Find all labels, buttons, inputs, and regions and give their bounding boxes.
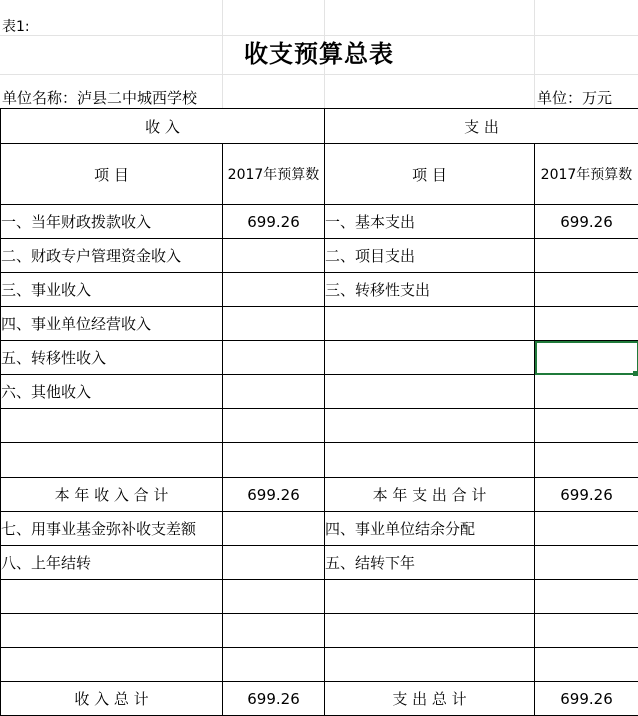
expense-item-cell[interactable] xyxy=(325,614,535,648)
expense-item-cell[interactable]: 支 出 总 计 xyxy=(325,682,535,716)
expense-value-cell[interactable] xyxy=(535,239,638,273)
table-row xyxy=(1,341,638,375)
expense-item-cell[interactable]: 五、结转下年 xyxy=(325,546,535,580)
income-value-cell[interactable] xyxy=(223,546,325,580)
expense-item-cell[interactable]: 二、项目支出 xyxy=(325,239,535,273)
page-title[interactable]: 收支预算总表 xyxy=(244,40,394,68)
budget-table xyxy=(0,108,638,716)
expense-item-cell[interactable] xyxy=(325,375,535,409)
table-row xyxy=(1,273,638,307)
income-value-cell[interactable]: 699.26 xyxy=(223,682,325,716)
expense-item-cell[interactable] xyxy=(325,341,535,375)
income-value-cell[interactable] xyxy=(223,341,325,375)
expense-item-cell[interactable] xyxy=(325,307,535,341)
expense-value-cell[interactable] xyxy=(535,273,638,307)
table-row xyxy=(1,512,638,546)
expense-value-cell[interactable] xyxy=(535,375,638,409)
income-item-cell[interactable]: 二、财政专户管理资金收入 xyxy=(1,239,223,273)
income-item-cell[interactable] xyxy=(1,443,223,478)
income-item-cell[interactable]: 一、当年财政拨款收入 xyxy=(1,205,223,239)
income-item-cell[interactable]: 五、转移性收入 xyxy=(1,341,223,375)
income-item-cell[interactable]: 三、事业收入 xyxy=(1,273,223,307)
income-item-cell[interactable] xyxy=(1,648,223,682)
expense-item-cell[interactable]: 三、转移性支出 xyxy=(325,273,535,307)
income-value-cell[interactable] xyxy=(223,512,325,546)
expense-value-cell[interactable] xyxy=(535,307,638,341)
income-item-cell[interactable] xyxy=(1,580,223,614)
income-value-cell[interactable] xyxy=(223,648,325,682)
income-value-cell[interactable] xyxy=(223,409,325,443)
income-item-cell[interactable]: 四、事业单位经营收入 xyxy=(1,307,223,341)
expense-value-cell[interactable] xyxy=(535,614,638,648)
income-header[interactable]: 收 入 xyxy=(1,109,325,144)
table-row xyxy=(1,409,638,443)
expense-item-cell[interactable] xyxy=(325,580,535,614)
income-value-cell[interactable]: 699.26 xyxy=(223,478,325,512)
table-row xyxy=(1,205,638,239)
table-row xyxy=(1,614,638,648)
table-row xyxy=(1,307,638,341)
expense-value-cell[interactable]: 699.26 xyxy=(535,478,638,512)
income-value-cell[interactable] xyxy=(223,239,325,273)
expense-item-cell[interactable] xyxy=(325,409,535,443)
table-row xyxy=(1,443,638,478)
income-item-cell[interactable]: 八、上年结转 xyxy=(1,546,223,580)
gridline xyxy=(0,74,638,75)
expense-item-header[interactable]: 项 目 xyxy=(325,144,535,205)
income-item-cell[interactable]: 六、其他收入 xyxy=(1,375,223,409)
expense-value-cell[interactable] xyxy=(535,443,638,478)
selected-cell[interactable] xyxy=(535,341,638,375)
selection-fill-handle[interactable] xyxy=(633,371,638,376)
table-row xyxy=(1,580,638,614)
expense-value-cell[interactable] xyxy=(535,512,638,546)
income-item-cell[interactable] xyxy=(1,409,223,443)
income-item-header[interactable]: 项 目 xyxy=(1,144,223,205)
unit-name[interactable]: 单位名称：泸县二中城西学校 xyxy=(2,89,198,107)
gridline xyxy=(0,35,638,36)
income-item-cell[interactable]: 七、用事业基金弥补收支差额 xyxy=(1,512,223,546)
income-budget-header[interactable]: 2017年预算数 xyxy=(223,144,325,205)
income-value-cell[interactable]: 699.26 xyxy=(223,205,325,239)
table-row xyxy=(1,478,638,512)
expense-item-cell[interactable]: 四、事业单位结余分配 xyxy=(325,512,535,546)
income-value-cell[interactable] xyxy=(223,614,325,648)
income-value-cell[interactable] xyxy=(223,580,325,614)
table-row xyxy=(1,648,638,682)
expense-value-cell[interactable]: 699.26 xyxy=(535,682,638,716)
expense-value-cell[interactable] xyxy=(535,648,638,682)
income-value-cell[interactable] xyxy=(223,273,325,307)
table-row xyxy=(1,682,638,716)
table-row xyxy=(1,546,638,580)
income-item-cell[interactable]: 本 年 收 入 合 计 xyxy=(1,478,223,512)
expense-value-cell[interactable] xyxy=(535,580,638,614)
table-row xyxy=(1,239,638,273)
expense-item-cell[interactable]: 本 年 支 出 合 计 xyxy=(325,478,535,512)
expense-item-cell[interactable]: 一、基本支出 xyxy=(325,205,535,239)
column-header-row xyxy=(1,144,638,205)
table-row xyxy=(1,375,638,409)
income-value-cell[interactable] xyxy=(223,375,325,409)
income-item-cell[interactable] xyxy=(1,614,223,648)
section-header-row xyxy=(1,109,638,144)
expense-header[interactable]: 支 出 xyxy=(325,109,638,144)
expense-value-cell[interactable] xyxy=(535,409,638,443)
currency-unit[interactable]: 单位：万元 xyxy=(537,89,613,107)
table-number[interactable]: 表1: xyxy=(2,19,30,35)
expense-value-cell[interactable]: 699.26 xyxy=(535,205,638,239)
expense-budget-header[interactable]: 2017年预算数 xyxy=(535,144,638,205)
income-value-cell[interactable] xyxy=(223,307,325,341)
expense-item-cell[interactable] xyxy=(325,443,535,478)
income-value-cell[interactable] xyxy=(223,443,325,478)
expense-item-cell[interactable] xyxy=(325,648,535,682)
income-item-cell[interactable]: 收 入 总 计 xyxy=(1,682,223,716)
expense-value-cell[interactable] xyxy=(535,546,638,580)
